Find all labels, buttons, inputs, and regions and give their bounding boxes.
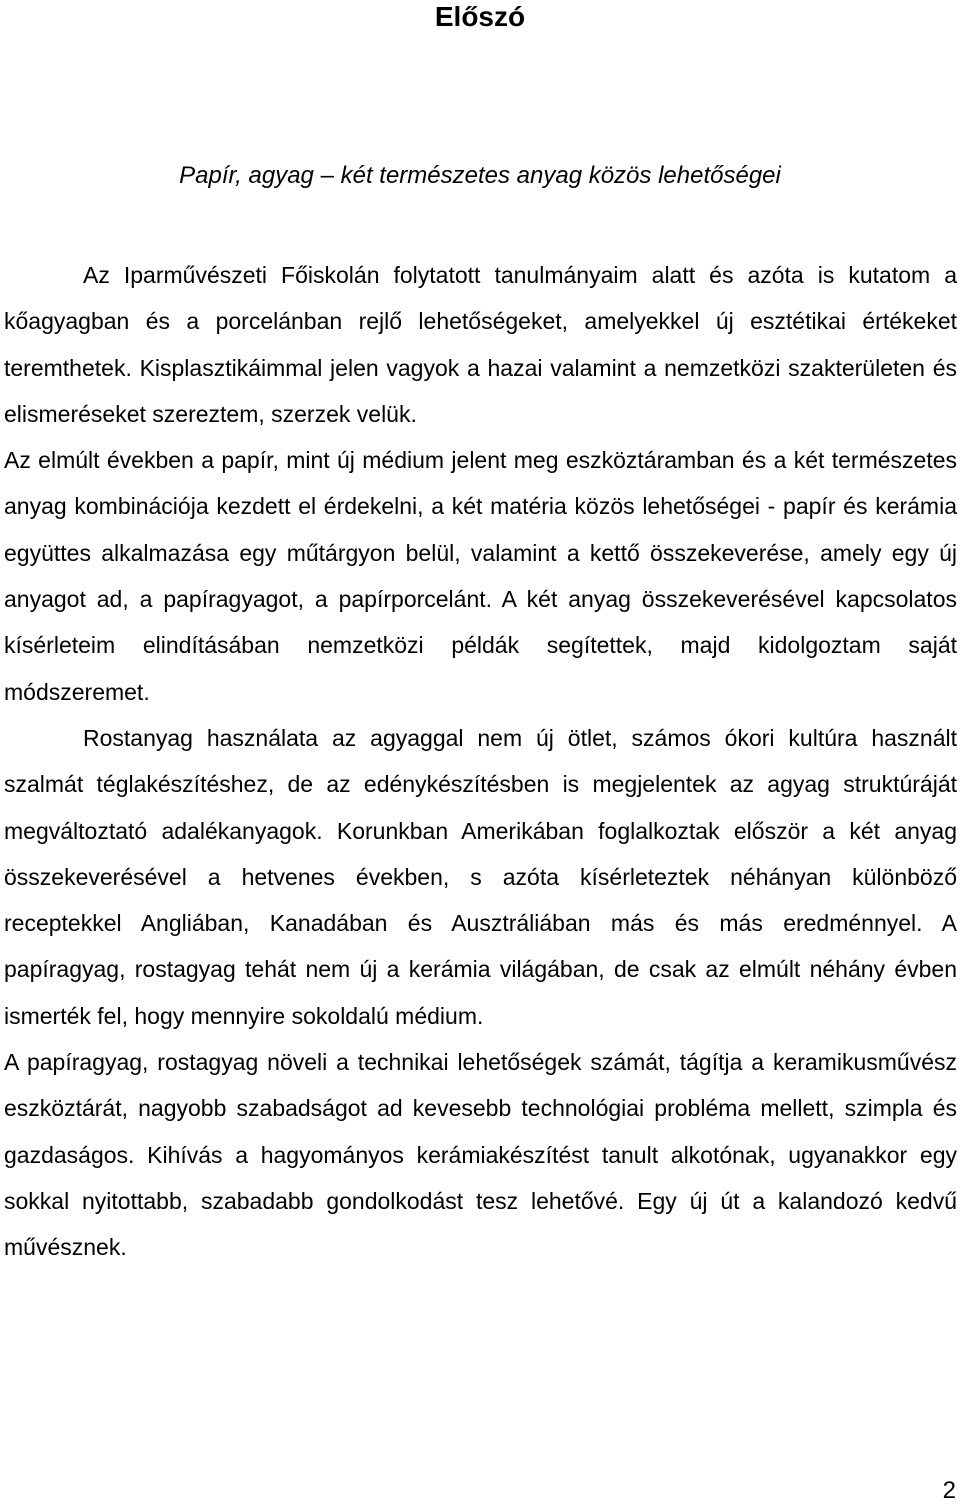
paragraph-2: Az elmúlt években a papír, mint új médium jelent meg eszköztáramban és a két természetes anyag kombinációja kezdett el érdekelni, a két matéria közös lehetőségei - papír és kerámia együttes alkalmazása egy műtárgyon belül, valamint a kettő összekeverése, amely egy új anyagot ad, a papíragyagot, a papírporcelánt. A két anyag összekeverésével kapcsolatos kísérleteim elindításában nemzetközi példák segítettek, majd kidolgoztam saját módszeremet. xyxy=(4,447,957,705)
paragraph-1: Az Iparművészeti Főiskolán folytatott tanulmányaim alatt és azóta is kutatom a kőagyagban és a porcelánban rejlő lehetőségeket, amelyekkel új esztétikai értékeket teremthetek. Kisplasztikáimmal jelen vagyok a hazai valamint a nemzetközi szakterületen és elismeréseket szereztem, szerzek velük. xyxy=(4,262,957,427)
page-title: Előszó xyxy=(434,1,526,32)
body-text xyxy=(4,252,957,1271)
paragraph-3: Rostanyag használata az agyaggal nem új ötlet, számos ókori kultúra használt szalmát téglakészítéshez, de az edénykészítésben is megjelentek az agyag struktúráját megváltoztató adalékanyagok. Korunkban Amerikában foglalkoztak először a két anyag összekeverésével a hetvenes években, s azóta kísérleteztek néhányan különböző receptekkel Angliában, Kanadában és Ausztráliában más és más eredménnyel. A papíragyag, rostagyag tehát nem új a kerámia világában, de csak az elmúlt néhány évben ismerték fel, hogy mennyire sokoldalú médium. xyxy=(4,724,957,1029)
page-number: 2 xyxy=(942,1477,956,1504)
subtitle: Papír, agyag – két természetes anyag közös lehetőségei xyxy=(179,162,781,189)
paragraph-4: A papíragyag, rostagyag növeli a technikai lehetőségek számát, tágítja a keramikusművész eszköztárát, nagyobb szabadságot ad kevesebb technológiai probléma mellett, szimpla és gazdaságos. Kihívás a hagyományos kerámiakészítést tanult alkotónak, ugyanakkor egy sokkal nyitottabb, szabadabb gondolkodást tesz lehetővé. Egy új út a kalandozó kedvű művésznek. xyxy=(4,1049,957,1261)
